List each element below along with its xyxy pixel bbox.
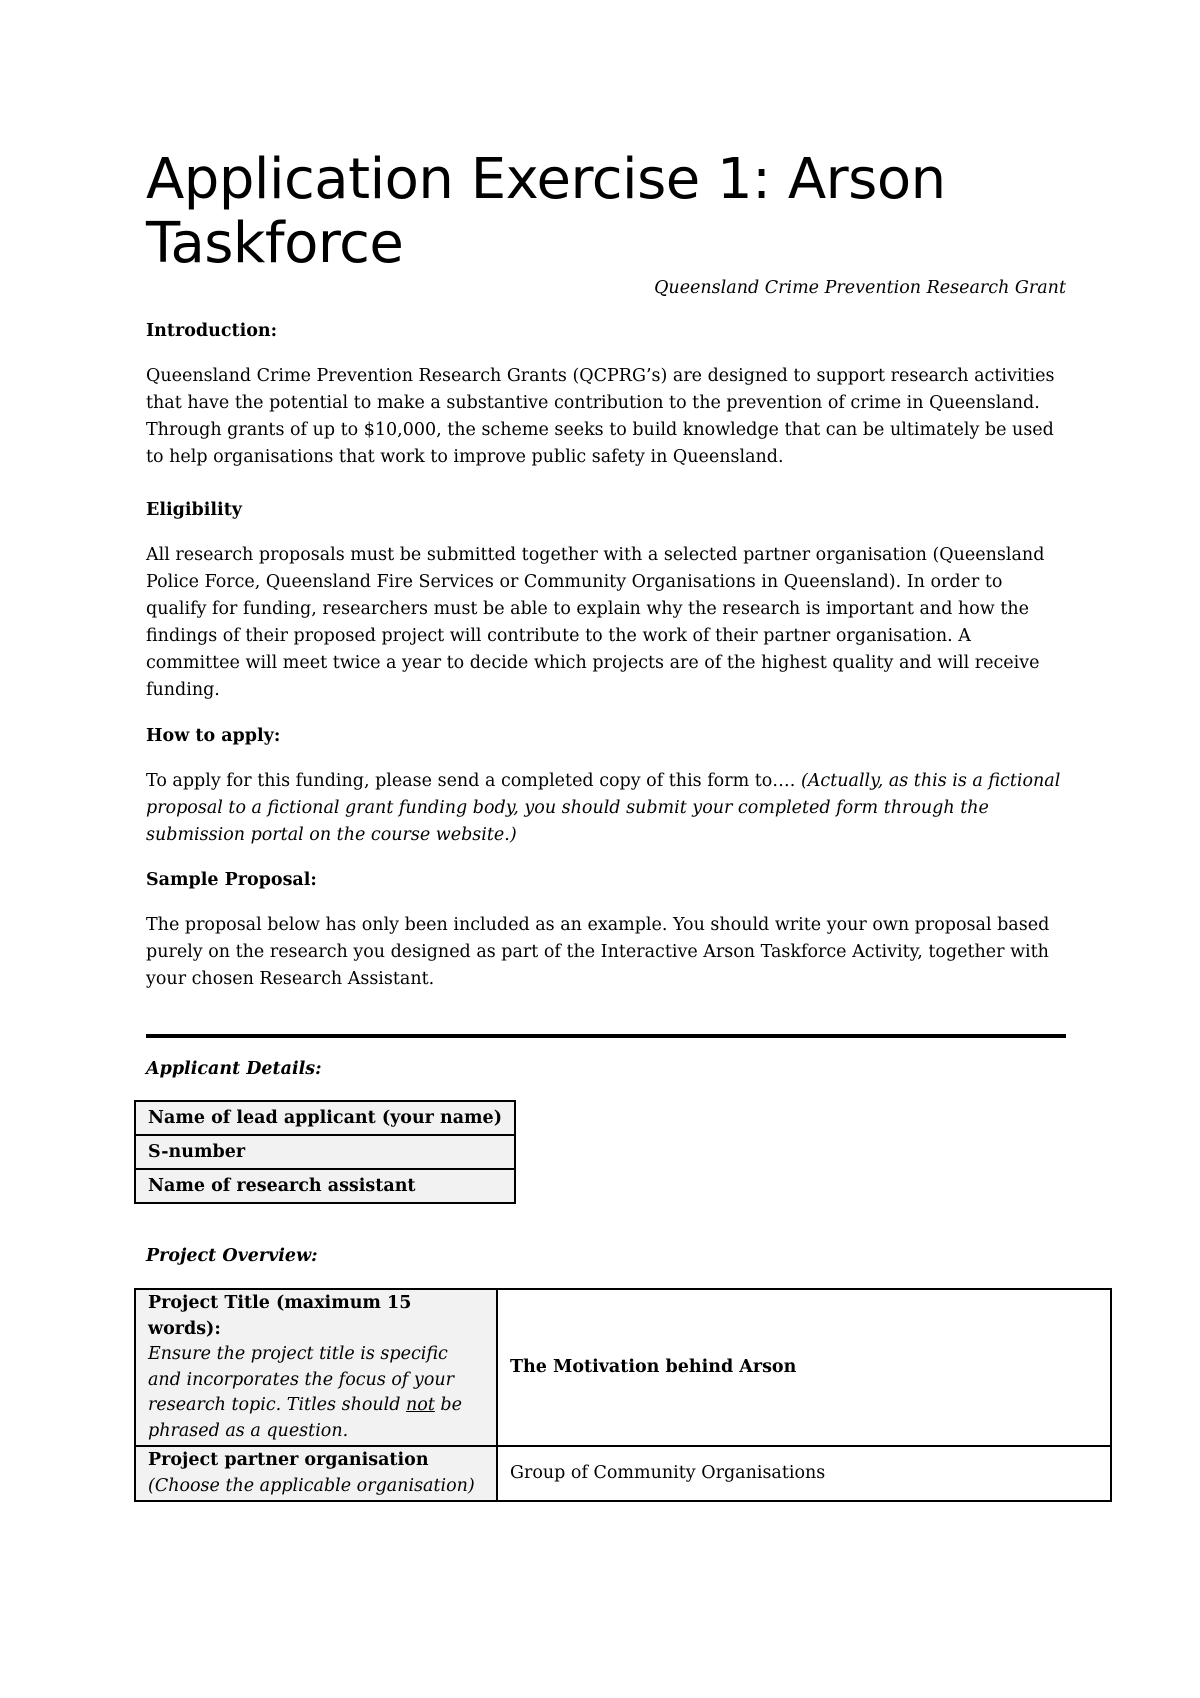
introduction-text: Queensland Crime Prevention Research Grants (QCPRG’s) are designed to support research activities that have the potential to make a substantive contribution to the prevention of crime in Queensland. Through grants of up to $10,000, the scheme seeks to build knowledge that can be ultimately be used to help organisations that work to improve public safety in Queensland. [146, 366, 1055, 467]
applicant-details-table [134, 1100, 516, 1204]
sample-proposal-text: The proposal below has only been included as an example. You should write your own proposal based purely on the research you designed as part of the Interactive Arson Taskforce Activity, together with your chosen Research Assistant. [146, 915, 1050, 989]
introduction-section [146, 318, 1066, 471]
applicant-details-heading: Applicant Details: [146, 1059, 322, 1079]
project-title-label: Project Title (maximum 15 words): [148, 1293, 412, 1339]
sample-proposal-heading: Sample Proposal: [146, 870, 317, 890]
project-title-hint [148, 1342, 484, 1444]
project-title-hint-emphasis: not [406, 1395, 435, 1415]
document-title: Application Exercise 1: Arson Taskforce [146, 147, 946, 276]
project-title-hint-before: Ensure the project title is specific and incorporates the focus of your research topic. Titles should [148, 1344, 454, 1415]
eligibility-section [146, 497, 1066, 704]
document-subtitle: Queensland Crime Prevention Research Grant [654, 278, 1066, 298]
table-row [135, 1101, 515, 1135]
how-to-apply-note: (Actually, as this is a fictional proposal to a fictional grant funding body, you should submit your completed form through the submission portal on the course website.) [146, 771, 1061, 845]
sample-proposal-section [146, 867, 1066, 993]
applicant-details-section [146, 1056, 1066, 1083]
eligibility-text: All research proposals must be submitted together with a selected partner organisation (Queensland Police Force, Queensland Fire Services or Community Organisations in Queensland). In order to qualify for funding, researchers must be able to explain why the research is important and how the findings of their proposed project will contribute to the work of their partner organisation. A committee will meet twice a year to decide which projects are of the highest quality and will receive funding. [146, 545, 1045, 700]
table-row [135, 1135, 515, 1169]
partner-label: Project partner organisation [148, 1450, 429, 1470]
how-to-apply-paragraph [146, 768, 1066, 849]
project-title-hint-after: be phrased as a question. [148, 1395, 462, 1441]
lead-applicant-label: Name of lead applicant (your name) [135, 1101, 515, 1135]
table-row [135, 1169, 515, 1203]
section-divider [146, 1034, 1066, 1038]
how-to-apply-heading: How to apply: [146, 726, 281, 746]
introduction-heading: Introduction: [146, 321, 278, 341]
partner-value: Group of Community Organisations [497, 1446, 1111, 1501]
partner-hint: (Choose the applicable organisation) [148, 1475, 475, 1496]
partner-label-cell [135, 1446, 497, 1501]
eligibility-heading: Eligibility [146, 500, 242, 520]
project-title-label-cell [135, 1289, 497, 1446]
how-to-apply-section [146, 723, 1066, 849]
research-assistant-label: Name of research assistant [135, 1169, 515, 1203]
project-overview-heading: Project Overview: [146, 1246, 318, 1266]
table-row [135, 1446, 1111, 1501]
project-title-value: The Motivation behind Arson [497, 1289, 1111, 1446]
project-overview-table [134, 1288, 1112, 1502]
table-row [135, 1289, 1111, 1446]
project-overview-section [146, 1243, 1066, 1270]
how-to-apply-text: To apply for this funding, please send a completed copy of this form to…. [146, 771, 801, 791]
s-number-label: S-number [135, 1135, 515, 1169]
